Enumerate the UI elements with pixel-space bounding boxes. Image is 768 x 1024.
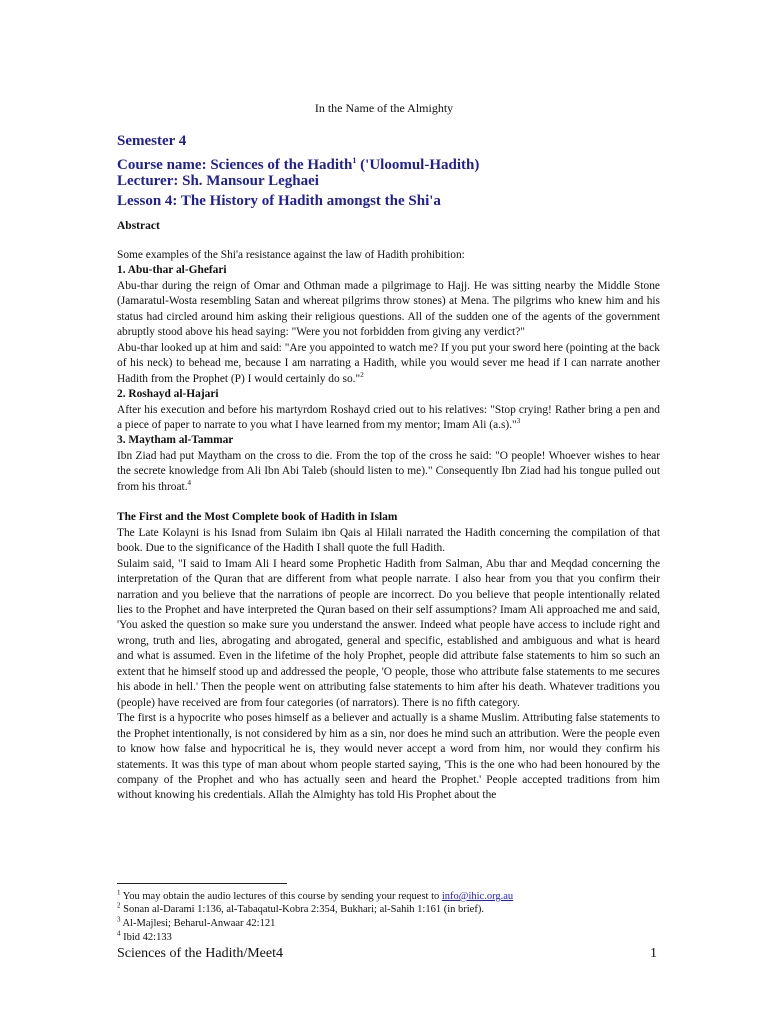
example-2-text: After his execution and before his martyrdom Roshayd cried out to his relatives: "Stop crying! Rather bring a pen and a piece of paper to narrate to you what I have learned from my mentor; Imam Ali (a.s)."$^3$ xyxy=(117,403,660,431)
footnote-ref-4: 4 xyxy=(187,479,192,487)
footnote-ref-3: 3 xyxy=(516,417,521,426)
footnote-1: $^1$ You may obtain the audio lectures of this course by sending your request to info@ihic.org.au xyxy=(117,888,514,902)
email-link[interactable]: info@ihic.org.au xyxy=(441,891,514,902)
footnote-ref-1: 1 xyxy=(352,156,357,165)
abstract-title: Abstract xyxy=(117,220,160,232)
example-1-title: 1. Abu-thar al-Ghefari xyxy=(117,264,227,277)
header-line: In the Name of the Almighty xyxy=(314,101,454,115)
section-2-paragraph-3: The first is a hypocrite who poses himself as a believer and actually is a shame Muslim. Attributing false statements to the Prophet intentionally, is not considered by him as a sin, nor does he mind such an attribution. Were the people even to know how false and hypocritical he is, they would never accept a word from him, nor would they confirm his statements. It was this type of man about whom people started saying, 'This is the one who had been honoured by the company of the Prophet and who has actually seen and heard the Prophet.' People accepted traditions from him without knowing his credentials. Allah the Almighty has told His Prophet about the xyxy=(117,712,660,802)
section-2-paragraph-2: Sulaim said, "I said to Imam Ali I heard some Prophetic Hadith from Salman, Abu thar and Meqdad concerning the interpretation of the Quran that are different from what people narrate. I also hear from you that you confirm their narration and you believe that the narrations of people are incorrect. Do you believe that people intentionally related lies to the Prophet and have interpreted the Quran based on their self assumptions? Imam Ali approached me and said, 'You asked the question so make sure you understand the answer. Indeed what people have access to include right and wrong, truth and lies, abrogating and abrogated, general and specific, established and ambiguous and what is heard and what is assumed. Even in the lifetime of the holy Prophet, people did attribute false statements to him so such an extent that he himself stood up and addressed the people, 'O people, those who attribute false statements to me secures his abode in hell.' Then the people went on attributing false statements to him after his death. Whatever traditions you (people) have received are from four categories (of narrators). There is no fifth category. xyxy=(117,557,660,709)
intro-paragraph: Some examples of the Shi'a resistance against the law of Hadith prohibition: xyxy=(117,249,465,261)
page-number: 1 xyxy=(650,946,657,961)
footnote-divider xyxy=(117,883,287,884)
example-1-text-a: Abu-thar during the reign of Omar and Othman made a pilgrimage to Hajj. He was sitting nearby the Middle Stone (Jamaratul-Wosta resembling Satan and whereat pilgrims throw stones) at Mena. The pilgrims who knew him and his status had circled around him asking their religious questions. All of the sudden one of the agents of the government abruptly stood above his head saying: "Were you not forbidden from giving any verdict?" xyxy=(117,279,660,339)
course-name-heading: Course name: Sciences of the Hadith$^1$ ('Uloomul-Hadith) xyxy=(117,156,480,173)
section-2-title: The First and the Most Complete book of Hadith in Islam xyxy=(117,511,398,524)
semester-heading: Semester 4 xyxy=(117,133,187,149)
footer-title: Sciences of the Hadith/Meet4 xyxy=(117,946,284,961)
body-text xyxy=(117,248,660,804)
footnote-4: $^4$ Ibid 42:133 xyxy=(117,929,172,943)
section-2-paragraph-1: The Late Kolayni is his Isnad from Sulaim ibn Qais al Hilali narrated the Hadith concerning the compilation of that book. Due to the significance of the Hadith I shall quote the full Hadith. xyxy=(117,526,660,555)
example-3-text: Ibn Ziad had put Maytham on the cross to die. From the top of the cross he said: "O people! Whoever wishes to hear the secrete knowledge from Ali Ibn Abi Taleb (should listen to me)." Consequently Ibn Ziad had his tongue pulled out from his throat.$^4$ xyxy=(117,449,660,493)
example-3-title: 3. Maytham al-Tammar xyxy=(117,434,234,447)
paragraph-gap xyxy=(117,495,660,510)
lesson-heading: Lesson 4: The History of Hadith amongst the Shi'a xyxy=(117,193,441,209)
footnote-3: $^3$ Al-Majlesi; Beharul-Anwaar 42:121 xyxy=(117,915,276,929)
footnote-2: $^2$ Sonan al-Darami 1:136, al-Tabaqatul-Kobra 2:354, Bukhari; al-Sahih 1:161 (in brief). xyxy=(117,901,484,915)
example-2-title: 2. Roshayd al-Hajari xyxy=(117,388,219,401)
example-1-text-b: Abu-thar looked up at him and said: "Are you appointed to watch me? If you put your sword here (pointing at the back of his neck) to behead me, because I am narrating a Hadith, while you would sever me head if I can narrate another Hadith from the Prophet (P) I would certainly do so."$^2$ xyxy=(117,341,660,385)
footnote-ref-2: 2 xyxy=(360,370,364,379)
lecturer-heading: Lecturer: Sh. Mansour Leghaei xyxy=(117,173,319,189)
